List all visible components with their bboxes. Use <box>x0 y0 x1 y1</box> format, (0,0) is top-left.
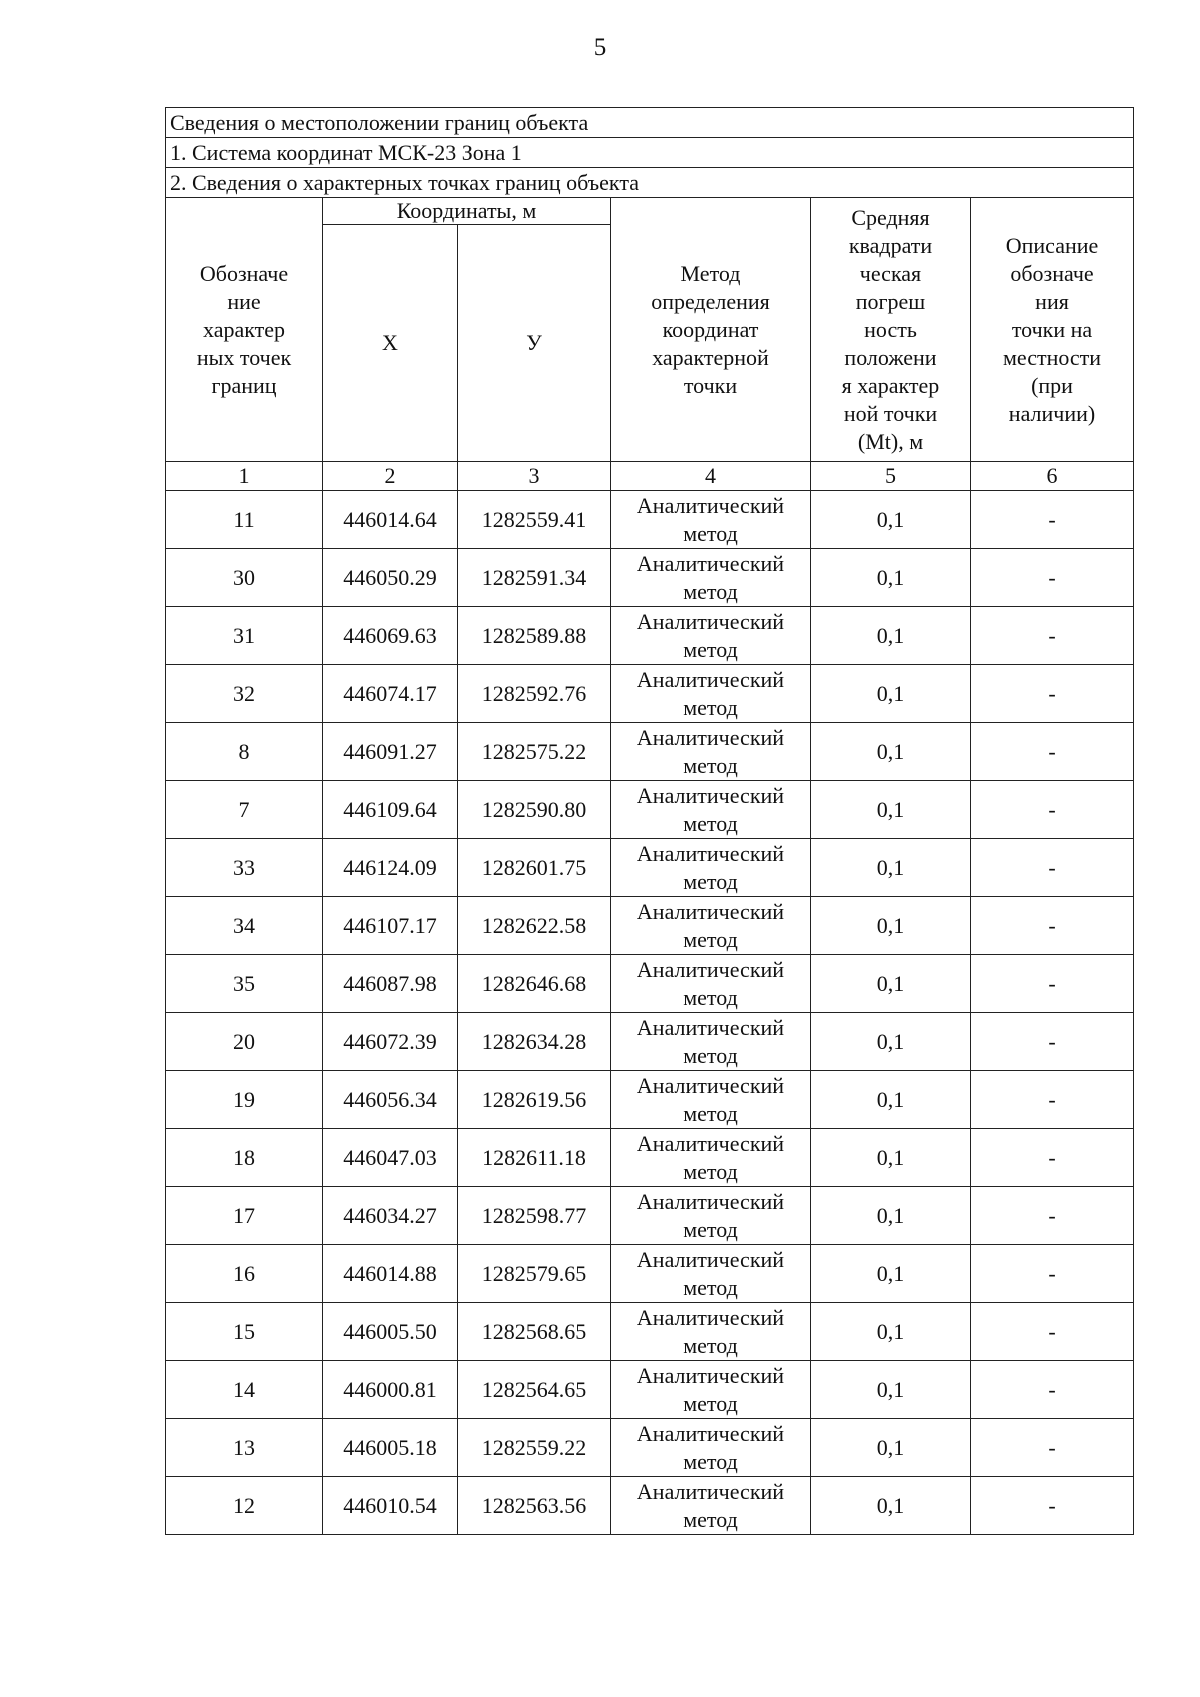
method-cell <box>611 1419 811 1477</box>
point-description: - <box>971 723 1134 781</box>
coord-x: 446034.27 <box>323 1187 458 1245</box>
method-line: Аналитический <box>636 1014 785 1040</box>
coordinate-system: 1. Система координат МСК-23 Зона 1 <box>166 138 1134 168</box>
table-row <box>166 1013 1134 1071</box>
point-id: 11 <box>166 491 323 549</box>
point-description: - <box>971 1361 1134 1419</box>
header-line: наличии) <box>1008 400 1096 426</box>
method-line: Аналитический <box>636 898 785 924</box>
method-line: метод <box>683 1390 738 1416</box>
method-line: метод <box>683 1332 738 1358</box>
method-line: Аналитический <box>636 1130 785 1156</box>
point-id: 12 <box>166 1477 323 1535</box>
coord-y: 1282590.80 <box>458 781 611 839</box>
method-cell <box>611 897 811 955</box>
coord-y: 1282564.65 <box>458 1361 611 1419</box>
point-description: - <box>971 665 1134 723</box>
header-line: точки <box>683 372 738 398</box>
method-line: Аналитический <box>636 1246 785 1272</box>
coord-y: 1282646.68 <box>458 955 611 1013</box>
method-line: Аналитический <box>636 1478 785 1504</box>
point-description: - <box>971 549 1134 607</box>
coord-x: 446014.64 <box>323 491 458 549</box>
point-id: 14 <box>166 1361 323 1419</box>
method-line: метод <box>683 1216 738 1242</box>
mean-square-error: 0,1 <box>811 1071 971 1129</box>
method-cell <box>611 607 811 665</box>
header-line: границ <box>211 372 277 398</box>
coord-y: 1282634.28 <box>458 1013 611 1071</box>
column-number: 4 <box>611 462 811 491</box>
table-row <box>166 723 1134 781</box>
method-cell <box>611 839 811 897</box>
mean-square-error: 0,1 <box>811 549 971 607</box>
header-line: ния <box>1035 288 1069 314</box>
header-line: обозначе <box>1010 260 1094 286</box>
method-cell <box>611 955 811 1013</box>
coord-y: 1282622.58 <box>458 897 611 955</box>
header-line: точки на <box>1011 316 1093 342</box>
method-line: метод <box>683 636 738 662</box>
mean-square-error: 0,1 <box>811 1477 971 1535</box>
table-row <box>166 1303 1134 1361</box>
method-line: Аналитический <box>636 956 785 982</box>
method-line: Аналитический <box>636 1420 785 1446</box>
mean-square-error: 0,1 <box>811 723 971 781</box>
method-cell <box>611 781 811 839</box>
point-description: - <box>971 1187 1134 1245</box>
column-number-row <box>166 462 1134 491</box>
method-line: метод <box>683 1448 738 1474</box>
point-id: 32 <box>166 665 323 723</box>
coord-x: 446010.54 <box>323 1477 458 1535</box>
mean-square-error: 0,1 <box>811 781 971 839</box>
coord-y: 1282611.18 <box>458 1129 611 1187</box>
coord-y: 1282575.22 <box>458 723 611 781</box>
coord-x: 446005.50 <box>323 1303 458 1361</box>
table-row <box>166 897 1134 955</box>
header-line: определения <box>651 288 770 314</box>
header-line: (Mt), м <box>857 428 924 454</box>
header-method <box>611 198 811 462</box>
point-id: 13 <box>166 1419 323 1477</box>
table-row <box>166 955 1134 1013</box>
coord-x: 446107.17 <box>323 897 458 955</box>
mean-square-error: 0,1 <box>811 955 971 1013</box>
header-x: X <box>323 225 458 462</box>
header-line: я характер <box>841 372 940 398</box>
method-cell <box>611 1477 811 1535</box>
mean-square-error: 0,1 <box>811 665 971 723</box>
mean-square-error: 0,1 <box>811 491 971 549</box>
mean-square-error: 0,1 <box>811 839 971 897</box>
method-line: метод <box>683 752 738 778</box>
header-line: ных точек <box>196 344 292 370</box>
info-row <box>166 108 1134 138</box>
coord-x: 446005.18 <box>323 1419 458 1477</box>
header-line: характерной <box>652 344 769 370</box>
info-title: Сведения о местоположении границ объекта <box>166 108 1134 138</box>
point-id: 35 <box>166 955 323 1013</box>
header-line: квадрати <box>848 232 933 258</box>
method-line: метод <box>683 1042 738 1068</box>
point-description: - <box>971 1013 1134 1071</box>
coord-y: 1282559.41 <box>458 491 611 549</box>
method-cell <box>611 549 811 607</box>
method-line: метод <box>683 1158 738 1184</box>
column-number: 6 <box>971 462 1134 491</box>
method-cell <box>611 723 811 781</box>
coord-x: 446000.81 <box>323 1361 458 1419</box>
method-line: метод <box>683 926 738 952</box>
coord-x: 446072.39 <box>323 1013 458 1071</box>
point-id: 34 <box>166 897 323 955</box>
header-line: характер <box>202 316 286 342</box>
table-row <box>166 1071 1134 1129</box>
coord-x: 446014.88 <box>323 1245 458 1303</box>
point-id: 7 <box>166 781 323 839</box>
method-line: Аналитический <box>636 1072 785 1098</box>
coord-y: 1282592.76 <box>458 665 611 723</box>
boundary-points-table <box>165 107 1134 1535</box>
coord-x: 446050.29 <box>323 549 458 607</box>
method-cell <box>611 1303 811 1361</box>
header-mean-square-error <box>811 198 971 462</box>
mean-square-error: 0,1 <box>811 607 971 665</box>
header-point-designation <box>166 198 323 462</box>
coord-y: 1282559.22 <box>458 1419 611 1477</box>
coord-y: 1282579.65 <box>458 1245 611 1303</box>
table-row <box>166 1187 1134 1245</box>
point-id: 33 <box>166 839 323 897</box>
point-id: 17 <box>166 1187 323 1245</box>
method-cell <box>611 1013 811 1071</box>
method-line: Аналитический <box>636 782 785 808</box>
coord-y: 1282568.65 <box>458 1303 611 1361</box>
column-number: 3 <box>458 462 611 491</box>
method-cell <box>611 1129 811 1187</box>
point-description: - <box>971 1419 1134 1477</box>
coord-y: 1282619.56 <box>458 1071 611 1129</box>
mean-square-error: 0,1 <box>811 897 971 955</box>
header-description <box>971 198 1134 462</box>
table-row <box>166 1419 1134 1477</box>
mean-square-error: 0,1 <box>811 1303 971 1361</box>
mean-square-error: 0,1 <box>811 1187 971 1245</box>
column-number: 5 <box>811 462 971 491</box>
table-row <box>166 781 1134 839</box>
method-line: метод <box>683 1100 738 1126</box>
table-row <box>166 1245 1134 1303</box>
header-line: местности <box>1002 344 1102 370</box>
point-description: - <box>971 1245 1134 1303</box>
coord-x: 446074.17 <box>323 665 458 723</box>
table-row <box>166 491 1134 549</box>
table-row <box>166 607 1134 665</box>
method-cell <box>611 1071 811 1129</box>
method-line: метод <box>683 694 738 720</box>
coord-y: 1282601.75 <box>458 839 611 897</box>
point-description: - <box>971 897 1134 955</box>
mean-square-error: 0,1 <box>811 1245 971 1303</box>
table-row <box>166 1129 1134 1187</box>
point-description: - <box>971 491 1134 549</box>
header-line: (при <box>1031 372 1073 398</box>
point-description: - <box>971 1477 1134 1535</box>
point-id: 20 <box>166 1013 323 1071</box>
method-line: Аналитический <box>636 1188 785 1214</box>
header-line: Метод <box>680 260 741 286</box>
method-cell <box>611 1187 811 1245</box>
point-id: 18 <box>166 1129 323 1187</box>
point-description: - <box>971 839 1134 897</box>
method-line: метод <box>683 868 738 894</box>
method-line: Аналитический <box>636 492 785 518</box>
method-line: Аналитический <box>636 1304 785 1330</box>
point-id: 19 <box>166 1071 323 1129</box>
coord-y: 1282591.34 <box>458 549 611 607</box>
header-line: ние <box>227 288 261 314</box>
point-description: - <box>971 1071 1134 1129</box>
page-number: 5 <box>593 34 607 61</box>
point-id: 15 <box>166 1303 323 1361</box>
header-line: Обозначе <box>199 260 289 286</box>
coord-x: 446047.03 <box>323 1129 458 1187</box>
method-line: Аналитический <box>636 608 785 634</box>
coord-x: 446124.09 <box>323 839 458 897</box>
header-y: У <box>458 225 611 462</box>
point-id: 16 <box>166 1245 323 1303</box>
header-line: координат <box>662 316 759 342</box>
method-line: метод <box>683 810 738 836</box>
info-row <box>166 168 1134 198</box>
coord-x: 446091.27 <box>323 723 458 781</box>
method-line: Аналитический <box>636 840 785 866</box>
mean-square-error: 0,1 <box>811 1361 971 1419</box>
header-line: ческая <box>859 260 922 286</box>
method-line: метод <box>683 984 738 1010</box>
method-line: Аналитический <box>636 666 785 692</box>
point-description: - <box>971 1129 1134 1187</box>
point-description: - <box>971 781 1134 839</box>
method-cell <box>611 1361 811 1419</box>
header-line: Описание <box>1005 232 1099 258</box>
mean-square-error: 0,1 <box>811 1129 971 1187</box>
header-line: погреш <box>855 288 926 314</box>
coord-y: 1282598.77 <box>458 1187 611 1245</box>
table-row <box>166 1361 1134 1419</box>
table-row <box>166 839 1134 897</box>
method-cell <box>611 491 811 549</box>
method-cell <box>611 665 811 723</box>
method-line: Аналитический <box>636 550 785 576</box>
table-row <box>166 549 1134 607</box>
point-description: - <box>971 955 1134 1013</box>
mean-square-error: 0,1 <box>811 1013 971 1071</box>
coord-x: 446069.63 <box>323 607 458 665</box>
header-line: Средняя <box>851 204 930 230</box>
method-line: Аналитический <box>636 724 785 750</box>
header-coordinates: Координаты, м <box>323 198 611 225</box>
method-line: метод <box>683 1274 738 1300</box>
table-row <box>166 1477 1134 1535</box>
coord-x: 446087.98 <box>323 955 458 1013</box>
point-id: 30 <box>166 549 323 607</box>
method-cell <box>611 1245 811 1303</box>
point-description: - <box>971 1303 1134 1361</box>
point-id: 31 <box>166 607 323 665</box>
header-row <box>166 198 1134 225</box>
table-row <box>166 665 1134 723</box>
method-line: метод <box>683 578 738 604</box>
coord-y: 1282589.88 <box>458 607 611 665</box>
point-description: - <box>971 607 1134 665</box>
coord-x: 446109.64 <box>323 781 458 839</box>
point-id: 8 <box>166 723 323 781</box>
column-number: 1 <box>166 462 323 491</box>
coord-x: 446056.34 <box>323 1071 458 1129</box>
coord-y: 1282563.56 <box>458 1477 611 1535</box>
method-line: метод <box>683 520 738 546</box>
column-number: 2 <box>323 462 458 491</box>
info-row <box>166 138 1134 168</box>
mean-square-error: 0,1 <box>811 1419 971 1477</box>
method-line: метод <box>683 1506 738 1532</box>
header-line: положени <box>844 344 937 370</box>
header-line: ность <box>864 316 917 342</box>
method-line: Аналитический <box>636 1362 785 1388</box>
points-section-title: 2. Сведения о характерных точках границ объекта <box>166 168 1134 198</box>
header-line: ной точки <box>843 400 938 426</box>
